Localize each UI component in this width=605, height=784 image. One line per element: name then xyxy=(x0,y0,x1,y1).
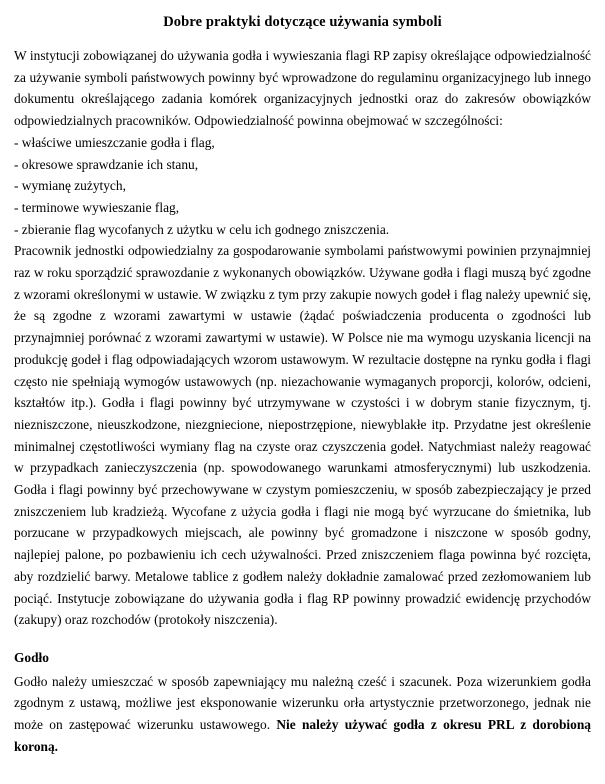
paragraph-godlo-text: Godło należy umieszczać w sposób zapewniający mu należną cześć i szacunek. Poza wizerunkiem godła zgodnym z ustawą, możliwe jest eksponowanie wizerunku orła artystycznie przetworzonego, jednak nie może on zastępować wizerunku ustawowego. xyxy=(14,673,591,733)
page-title: Dobre praktyki dotyczące używania symboli xyxy=(163,14,442,30)
paragraph-godlo xyxy=(14,671,591,758)
list-item: - zbieranie flag wycofanych z użytku w celu ich godnego zniszczenia. xyxy=(14,221,390,237)
list-item: - właściwe umieszczanie godła i flag, xyxy=(14,134,215,150)
responsibility-list xyxy=(14,132,591,241)
section-heading-godlo: Godło xyxy=(14,649,49,665)
list-item: - wymianę zużytych, xyxy=(14,178,126,194)
paragraph-maintenance-practices: Pracownik jednostki odpowiedzialny za gospodarowanie symbolami państwowymi powinien przynajmniej raz w roku sporządzić sprawozdanie z wykonanych obowiązków. Używane godła i flagi muszą być zgodne z wzorami określonymi w ustawie. W związku z tym przy zakupie nowych godeł i flag należy upewnić się, że są zgodne z wzorami zawartymi w ustawie (żądać poświadczenia producenta o zgodności lub przynajmniej porównać z wzorami zawartymi w ustawie). W Polsce nie ma wymogu uzyskania licencji na produkcję godeł i flag odpowiadających wzorom ustawowym. W rezultacie dostępne na rynku godła i flagi często nie spełniają wymogów ustawowych (np. niezachowanie wymaganych proporcji, kolorów, odcieni, kształtów itp.). Godła i flagi powinny być utrzymywane w czystości i w dobrym stanie fizycznym, tj. niezniszczone, nieuszkodzone, niezgniecione, niepostrzępione, niewyblakłe itp. Przydatne jest określenie minimalnej częstotliwości wymiany flag na czyste oraz czyszczenia godeł. Natychmiast należy reagować w przypadkach zanieczyszczenia (np. spowodowanego warunkami atmosferycznymi) lub uszkodzenia. Godła i flagi powinny być przechowywane w czystym pomieszczeniu, w sposób zabezpieczający je przed zniszczeniem lub kradzieżą. Wycofane z użycia godła i flagi nie mogą być wyrzucane do śmietnika, lub porzucane w przypadkowych miejscach, ale powinny być gromadzone i niszczone w sposób godny, najlepiej palone, po pozbawieniu ich cech używalności. Przed zniszczeniem flaga powinna być rozcięta, aby rozdzielić barwy. Metalowe tablice z godłem należy dokładnie zamalować przed zezłomowaniem lub pociąć. Instytucje zobowiązane do używania godła i flag RP powinny prowadzić ewidencję przychodów (zakupy) oraz rozchodów (protokoły niszczenia). xyxy=(14,243,591,628)
list-item: - terminowe wywieszanie flag, xyxy=(14,199,180,215)
paragraph-godlo-emphasis: Nie należy używać godła z okresu PRL z dorobioną koroną. xyxy=(14,717,591,754)
list-item: - okresowe sprawdzanie ich stanu, xyxy=(14,156,199,172)
paragraph-responsibilities-intro: W instytucji zobowiązanej do używania godła i wywieszania flagi RP zapisy określające odpowiedzialność za używanie symboli państwowych powinny być wprowadzone do regulaminu organizacyjnego lub innego dokumentu określającego zadania komórek organizacyjnych jednostki oraz do zakresów obowiązków odpowiedzialnych pracowników. Odpowiedzialność powinna obejmować w szczególności: xyxy=(14,48,591,129)
